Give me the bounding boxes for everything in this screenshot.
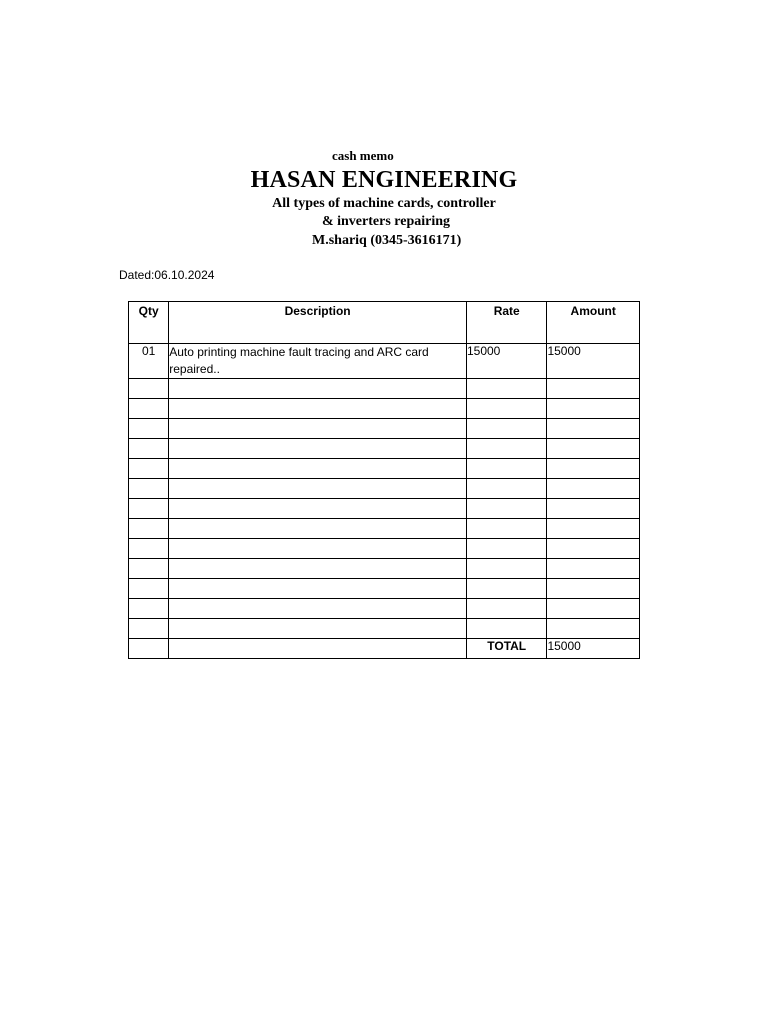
tagline-line-1: All types of machine cards, controller	[272, 196, 496, 211]
empty-table-row	[129, 499, 640, 519]
table-row	[129, 344, 640, 379]
empty-table-row	[129, 419, 640, 439]
empty-cell	[547, 399, 640, 419]
row-rate: 15000	[466, 344, 546, 379]
empty-table-row	[129, 439, 640, 459]
empty-cell	[466, 399, 546, 419]
empty-cell	[169, 579, 467, 599]
empty-table-row	[129, 599, 640, 619]
column-header-qty: Qty	[129, 302, 169, 344]
total-label: TOTAL	[466, 639, 546, 659]
empty-cell	[129, 459, 169, 479]
empty-cell	[169, 559, 467, 579]
empty-cell	[547, 539, 640, 559]
empty-table-row	[129, 519, 640, 539]
date-label: Dated:06.10.2024	[119, 268, 215, 282]
empty-cell	[466, 499, 546, 519]
empty-cell	[129, 439, 169, 459]
empty-cell	[547, 579, 640, 599]
empty-cell	[129, 619, 169, 639]
empty-cell	[547, 379, 640, 399]
empty-cell	[547, 619, 640, 639]
empty-table-row	[129, 539, 640, 559]
empty-cell	[466, 439, 546, 459]
empty-cell	[169, 419, 467, 439]
total-value: 15000	[547, 639, 640, 659]
empty-cell	[169, 619, 467, 639]
empty-table-row	[129, 399, 640, 419]
empty-cell	[129, 419, 169, 439]
empty-cell	[129, 499, 169, 519]
empty-cell	[466, 519, 546, 539]
empty-table-row	[129, 579, 640, 599]
empty-cell	[547, 459, 640, 479]
empty-cell	[547, 519, 640, 539]
empty-cell	[547, 559, 640, 579]
row-description: Auto printing machine fault tracing and ARC card repaired..	[169, 344, 467, 379]
empty-cell	[169, 499, 467, 519]
empty-cell	[169, 479, 467, 499]
empty-cell	[129, 379, 169, 399]
empty-cell	[169, 439, 467, 459]
empty-cell	[129, 519, 169, 539]
empty-cell	[466, 539, 546, 559]
empty-cell	[129, 639, 169, 659]
column-header-description: Description	[169, 302, 467, 344]
empty-cell	[129, 479, 169, 499]
row-qty: 01	[129, 344, 169, 379]
empty-cell	[466, 619, 546, 639]
document-type-label: cash memo	[332, 148, 394, 163]
empty-cell	[129, 579, 169, 599]
memo-table	[128, 301, 640, 659]
row-amount: 15000	[547, 344, 640, 379]
company-name: HASAN ENGINEERING	[250, 167, 518, 193]
empty-cell	[466, 419, 546, 439]
empty-cell	[169, 519, 467, 539]
empty-cell	[547, 419, 640, 439]
column-header-rate: Rate	[466, 302, 546, 344]
empty-table-row	[129, 619, 640, 639]
empty-cell	[129, 599, 169, 619]
table-header-row	[129, 302, 640, 344]
empty-table-row	[129, 559, 640, 579]
empty-cell	[169, 599, 467, 619]
total-row	[129, 639, 640, 659]
empty-cell	[547, 439, 640, 459]
empty-cell	[169, 539, 467, 559]
empty-cell	[547, 479, 640, 499]
empty-cell	[466, 379, 546, 399]
empty-cell	[466, 599, 546, 619]
empty-cell	[129, 539, 169, 559]
empty-table-row	[129, 379, 640, 399]
column-header-amount: Amount	[547, 302, 640, 344]
empty-cell	[466, 579, 546, 599]
empty-cell	[129, 399, 169, 419]
empty-cell	[547, 599, 640, 619]
empty-table-row	[129, 459, 640, 479]
contact-info: M.shariq (0345-3616171)	[312, 233, 462, 248]
empty-cell	[466, 479, 546, 499]
empty-cell	[169, 459, 467, 479]
empty-cell	[169, 399, 467, 419]
empty-cell	[129, 559, 169, 579]
empty-cell	[547, 499, 640, 519]
empty-cell	[169, 639, 467, 659]
empty-cell	[466, 559, 546, 579]
empty-cell	[169, 379, 467, 399]
tagline-line-2: & inverters repairing	[321, 214, 451, 229]
empty-table-row	[129, 479, 640, 499]
empty-cell	[466, 459, 546, 479]
